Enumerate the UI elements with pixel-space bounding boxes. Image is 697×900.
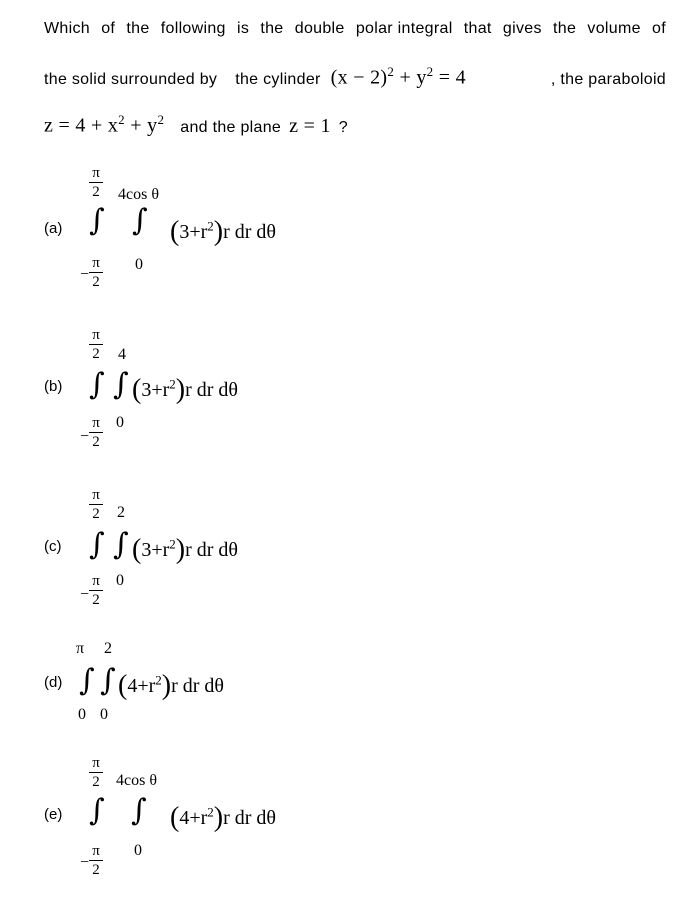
integrand: $(3+r^2)r$ dr dθ (132, 534, 239, 565)
theta-upper-limit: π 2 (86, 166, 106, 199)
question-word: is (236, 20, 250, 37)
option-label: (b) (44, 378, 63, 395)
r-lower-limit: 0 (134, 842, 142, 859)
theta-upper-limit: π 2 (86, 756, 106, 789)
r-lower-limit: 0 (116, 414, 124, 431)
r-upper-limit: 4cos θ (118, 186, 159, 203)
integrand: $(4+r^2)r$ dr dθ (118, 670, 225, 701)
question-line-2 (44, 64, 666, 90)
theta-lower-limit: π 2 (86, 844, 106, 877)
integral-sign: ∫ (131, 793, 147, 828)
question-text: the cylinder (235, 70, 321, 88)
r-upper-limit: 2 (117, 504, 125, 521)
option-e[interactable]: (e) π 2 4cos θ ∫ ∫ − π 2 0 $(4+r^2)r$ dr dθ (44, 755, 277, 878)
theta-lower-limit: 0 (78, 706, 86, 723)
integral-sign: ∫ (89, 527, 105, 562)
question-line-3 (44, 112, 666, 138)
r-lower-limit: 0 (116, 572, 124, 589)
r-upper-limit: 4 (118, 346, 126, 363)
integral-sign: ∫ (100, 663, 116, 698)
question-word: the (260, 20, 284, 37)
r-upper-limit: 2 (104, 640, 112, 657)
theta-lower-limit: π 2 (86, 416, 106, 449)
option-a[interactable]: (a) π 2 ∫ − π 2 4cos θ ∫ 0 $(3+r^2)r$ dr dθ (44, 165, 277, 290)
question-word: volume (587, 20, 641, 37)
r-upper-limit: 4cos θ (116, 772, 157, 789)
question-word: double (294, 20, 345, 37)
question-word: of (652, 20, 666, 37)
integrand: $(4+r^2)r$ dr dθ (170, 802, 277, 833)
option-label: (d) (44, 674, 63, 691)
paraboloid-equation: $z = 4 + x^2 + y^2$ (44, 112, 165, 137)
integrand: $(3+r^2)r$ dr dθ (132, 374, 239, 405)
question-word: Which (44, 20, 90, 37)
question-text: , the paraboloid (550, 70, 666, 88)
theta-upper-limit: π 2 (86, 488, 106, 521)
question-word: of (101, 20, 116, 37)
question-word: gives (502, 20, 542, 37)
question-word: that (463, 20, 492, 37)
theta-upper-limit: π (76, 640, 85, 657)
plane-equation: z = 1 (289, 114, 331, 137)
cylinder-equation: $(x - 2)^2 + y^2 = 4$ (330, 64, 466, 89)
theta-lower-limit: π 2 (86, 256, 106, 289)
integral-sign: ∫ (79, 663, 95, 698)
option-label: (e) (44, 806, 63, 823)
theta-lower-limit: π 2 (86, 574, 106, 607)
option-label: (c) (44, 538, 62, 555)
r-lower-limit: 0 (135, 256, 143, 273)
option-c[interactable]: (c) π 2 2 ∫ ∫ − π 2 0 $(3+r^2)r$ dr dθ (44, 487, 239, 608)
question-word: the (126, 20, 150, 37)
theta-upper-limit: π 2 (86, 328, 106, 361)
option-d[interactable] (0, 636, 697, 736)
question-word: the (553, 20, 577, 37)
integral-sign: ∫ (132, 203, 148, 238)
question-mark: ? (338, 118, 348, 136)
option-label: (a) (44, 220, 63, 237)
question-text: and the plane (180, 118, 282, 136)
question-line-1 (44, 20, 666, 38)
integral-sign: ∫ (113, 367, 129, 402)
integral-sign: ∫ (113, 527, 129, 562)
question-word: polar integral (355, 20, 453, 37)
integral-sign: ∫ (89, 793, 105, 828)
option-b[interactable]: (b) π 2 4 ∫ ∫ − π 2 0 $(3+r^2)r$ dr dθ (44, 327, 239, 450)
integral-sign: ∫ (89, 203, 105, 238)
integrand: $(3+r^2)r$ dr dθ (170, 216, 277, 247)
integral-sign: ∫ (89, 367, 105, 402)
r-lower-limit: 0 (100, 706, 108, 723)
question-text: the solid surrounded by (44, 70, 218, 88)
question-word: following (160, 20, 226, 37)
